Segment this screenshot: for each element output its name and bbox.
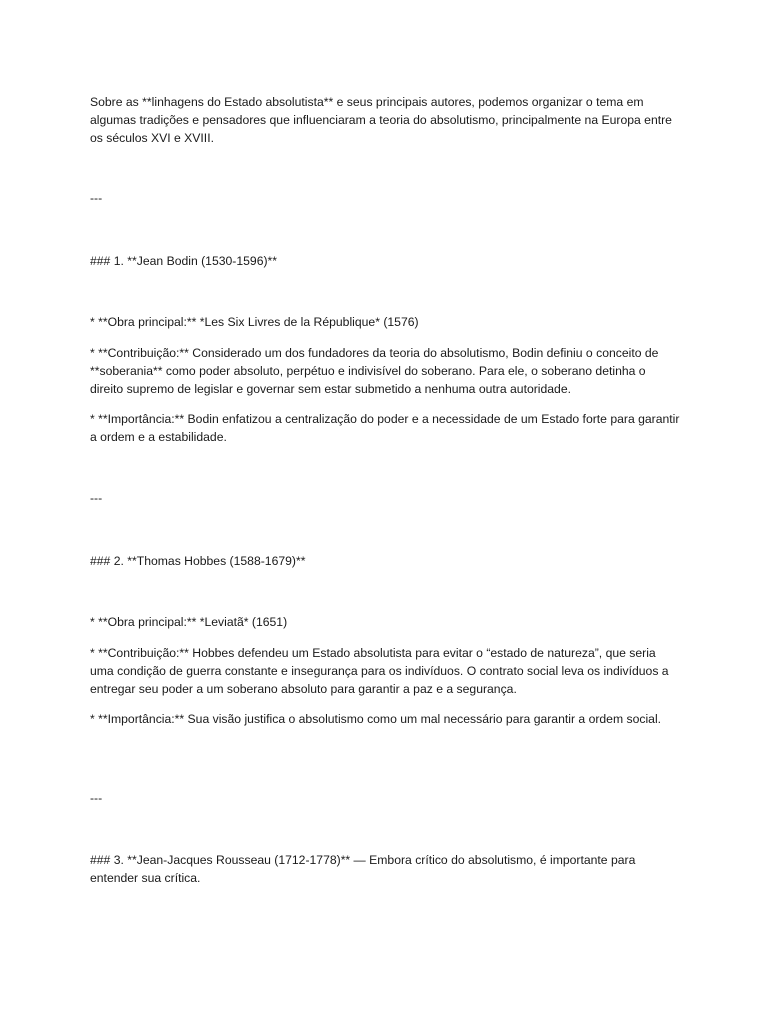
separator: --- [90, 191, 103, 205]
section-2-contribuicao: * **Contribuição:** Hobbes defendeu um Estado absolutista para evitar o “estado de natureza”, que seria uma condição de guerra constante e insegurança para os indivíduos. O contrato social leva os indivíduos a entregar seu poder a um soberano absoluto para garantir a paz e a segurança. [90, 646, 669, 696]
intro-paragraph: Sobre as **linhagens do Estado absolutista** e seus principais autores, podemos organizar o tema em algumas tradições e pensadores que influenciaram a teoria do absolutismo, principalmente na Europa entre os séculos XVI e XVIII. [90, 95, 672, 145]
section-3-heading: ### 3. **Jean-Jacques Rousseau (1712-1778)** — Embora crítico do absolutismo, é importante para entender sua crítica. [90, 853, 636, 885]
section-1-heading: ### 1. **Jean Bodin (1530-1596)** [90, 254, 278, 268]
section-2-importancia: * **Importância:** Sua visão justifica o absolutismo como um mal necessário para garantir a ordem social. [90, 712, 662, 726]
section-2-heading: ### 2. **Thomas Hobbes (1588-1679)** [90, 554, 306, 568]
section-1-contribuicao: * **Contribuição:** Considerado um dos fundadores da teoria do absolutismo, Bodin definiu o conceito de **soberania** como poder absoluto, perpétuo e indivisível do soberano. Para ele, o soberano detinha o direito supremo de legislar e governar sem estar submetido a nenhuma outra autoridade. [90, 346, 659, 396]
separator: --- [90, 491, 103, 505]
section-2-obra: * **Obra principal:** *Leviatã* (1651) [90, 615, 288, 629]
separator: --- [90, 791, 103, 805]
section-1-obra: * **Obra principal:** *Les Six Livres de la République* (1576) [90, 315, 419, 329]
section-1-importancia: * **Importância:** Bodin enfatizou a centralização do poder e a necessidade de um Estado forte para garantir a ordem e a estabilidade. [90, 412, 680, 444]
